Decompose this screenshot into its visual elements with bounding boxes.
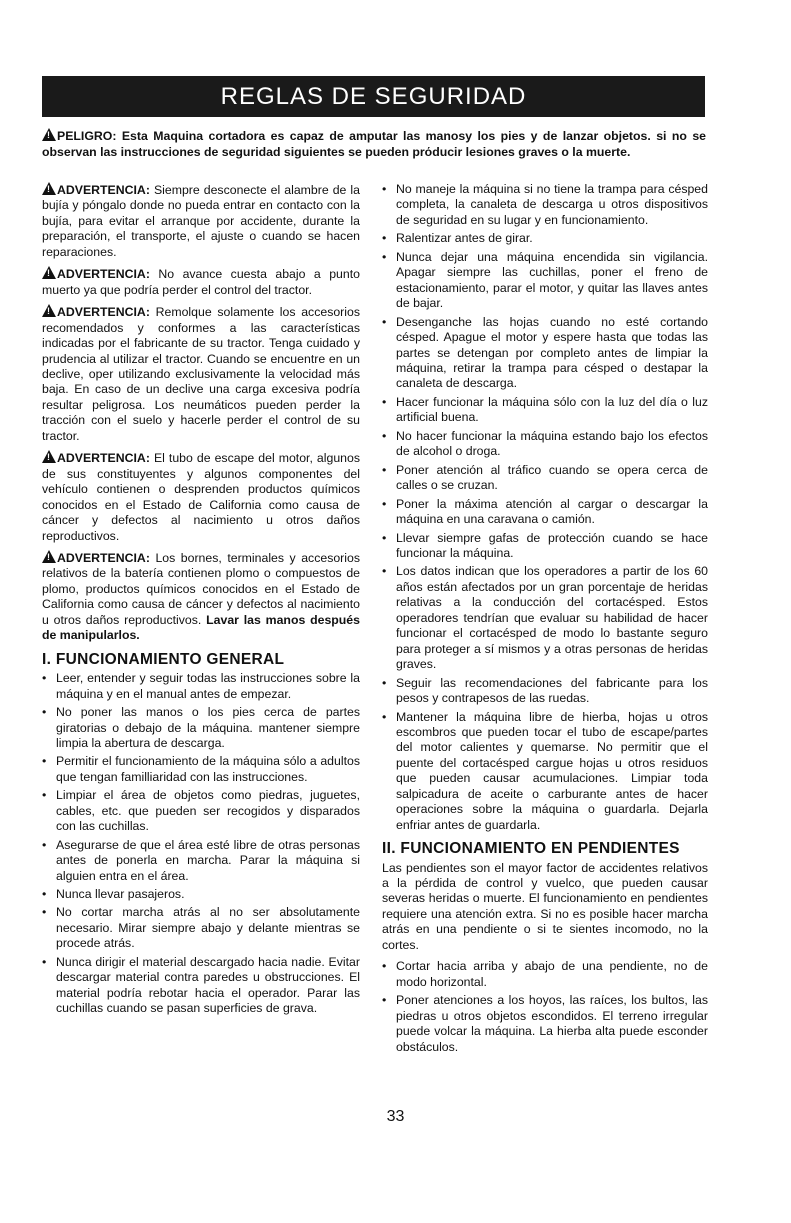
page-title: REGLAS DE SEGURIDAD <box>220 82 527 110</box>
warning-bold-note: Lavar las manos después de manipularlos. <box>42 612 360 643</box>
list-item: • Limpiar el área de objetos como piedras, juguetes, cables, etc. que pueden ser recogidos y disparados con las cuchillas. <box>42 788 360 834</box>
warning-paragraph <box>42 266 360 298</box>
list-item: • Poner atención al tráfico cuando se opera cerca de calles o se cruzan. <box>382 463 708 494</box>
warning-paragraph <box>42 304 360 444</box>
right-column <box>382 182 708 1059</box>
warning-label: ADVERTENCIA: <box>57 451 150 466</box>
warning-triangle-icon <box>42 304 56 317</box>
general-rules-list-continued <box>382 182 708 833</box>
list-item: • Seguir las recomendaciones del fabricante para los pesos y contrapesos de las ruedas. <box>382 676 708 707</box>
warning-triangle-icon <box>42 550 56 563</box>
warning-text: El tubo de escape del motor, algunos de sus constituyentes y algunos componentes del vehículo contienen o desprenden productos químicos conocidos en el Estado de California como causa de cáncer y defectos al nacimiento u otros daños reproductivos. <box>42 451 360 543</box>
warning-text: Siempre desconecte el alambre de la bujía y póngalo donde no pueda entrar en contacto con la bujía, para evitar el arranque por accidente, durante la preparación, el transporte, el ajuste o cuando se hacen reparaciones. <box>42 183 360 259</box>
section-heading-general: I. FUNCIONAMIENTO GENERAL <box>42 650 285 668</box>
list-item: • Mantener la máquina libre de hierba, hojas u otros escombros que pueden tocar el tubo de escape/partes del motor calientes y quemarse. No permitir que el puente del cortacésped cargue hojas u otros residuos que pueden causar acumulaciones. Limpiar toda salpicadura de aceite o carburante antes de hacer operaciones sobre la máquina o guardarla. Dejarla enfriar antes de guardarla. <box>382 710 708 834</box>
warning-label: ADVERTENCIA: <box>57 183 150 197</box>
warning-triangle-icon <box>42 450 56 463</box>
list-item: • Permitir el funcionamiento de la máquina sólo a adultos que tengan familliaridad con las instrucciones. <box>42 754 360 785</box>
list-item: • No cortar marcha atrás al no ser absolutamente necesario. Mirar siempre abajo y delante mientras se procede atrás. <box>42 905 360 951</box>
warning-paragraph <box>42 182 360 260</box>
general-rules-list <box>42 671 360 1017</box>
danger-label: PELIGRO: <box>57 129 117 143</box>
list-item: • Nunca dejar una máquina encendida sin vigilancia. Apagar siempre las cuchillas, poner el freno de estacionamiento, parar el motor, y quitar las llaves antes de bajar. <box>382 250 708 312</box>
list-item: • Los datos indican que los operadores a partir de los 60 años están afectados por un gran porcentaje de heridas relativas a la conducción del cortacésped. Estos operadores tendrían que evaluar su habilidad de hacer funcionar el cortacésped de modo lo bastante seguro para proteger a sí mismos y a otras personas de heridas graves. <box>382 564 708 672</box>
list-item: • Cortar hacia arriba y abajo de una pendiente, no de modo horizontal. <box>382 959 708 990</box>
slopes-rules-list <box>382 959 708 1055</box>
list-item: • Asegurarse de que el área esté libre de otras personas antes de ponerla en marcha. Parar la máquina si alguien entra en el área. <box>42 838 360 884</box>
danger-text: Esta Maquina cortadora es capaz de amputar las manosy los pies y de lanzar objetos. si no se observan las instrucciones de seguridad siguientes se pueden prόducir lesiones graves o la muerte. <box>42 129 706 159</box>
warning-label: ADVERTENCIA: <box>57 550 150 565</box>
warning-triangle-icon <box>42 182 56 195</box>
page-title-banner <box>42 76 705 117</box>
warning-triangle-icon <box>42 128 56 141</box>
page-number: 33 <box>386 1108 405 1125</box>
list-item: • Nunca dirigir el material descargado hacia nadie. Evitar descargar material contra paredes u obstrucciones. El material podría rebotar hacia el operador. Parar las cuchillas cuando se pasan superficies de grava. <box>42 955 360 1017</box>
list-item: • Poner la máxima atención al cargar o descargar la máquina en una caravana o camión. <box>382 497 708 528</box>
list-item: • Nunca llevar pasajeros. <box>42 887 360 902</box>
left-column <box>42 182 360 1021</box>
warning-label: ADVERTENCIA: <box>57 267 150 282</box>
slopes-intro: Las pendientes son el mayor factor de accidentes relativos a la pérdida de control y vuelco, que pueden causar severas heridas o muerte. El funcionamiento en pendientes requiere una atención extra. Si no es posible hacer marcha atrás en una pendiente o si te sientes incomodo, no la cortes. <box>382 860 708 952</box>
warning-text: Remolque solamente los accesorios recomendados y conformes a las características indicadas por el fabricante de su tractor. Tenga cuidado y prudencia al utilizar el tractor. Cuando se encuentre en un declive, oper utilizando exclusivamente la velocidad más baja. En caso de un declive una carga excesiva podría resultar peligrosa. Los neumáticos pueden perder la tracción con el suelo y hacerle perder el control de su tractor. <box>42 305 360 443</box>
warning-paragraph <box>42 450 360 544</box>
warning-paragraph <box>42 550 360 644</box>
list-item: • Hacer funcionar la máquina sólo con la luz del día o luz artificial buena. <box>382 395 708 426</box>
list-item: • Desenganche las hojas cuando no esté cortando césped. Apague el motor y espere hasta que todas las partes se detengan por completo antes de limpiar la máquina, retirar la trampa para césped o destapar la canaleta de descarga. <box>382 315 708 392</box>
warning-label: ADVERTENCIA: <box>57 305 150 320</box>
section-heading-slopes: II. FUNCIONAMIENTO EN PENDIENTES <box>382 840 680 858</box>
list-item: • Llevar siempre gafas de protección cuando se hace funcionar la máquina. <box>382 531 708 562</box>
list-item: • Poner atenciones a los hoyos, las raíces, los bultos, las piedras u otros objetos escondidos. El terreno irregular puede volcar la máquina. La hierba alta puede esconder obstáculos. <box>382 993 708 1055</box>
warning-triangle-icon <box>42 266 56 279</box>
list-item: • No hacer funcionar la máquina estando bajo los efectos de alcohol o droga. <box>382 429 708 460</box>
list-item: • No poner las manos o los pies cerca de partes giratorias o debajo de la máquina. mantener siempre limpia la abertura de descarga. <box>42 705 360 751</box>
list-item: • Leer, entender y seguir todas las instrucciones sobre la máquina y en el manual antes de empezar. <box>42 671 360 702</box>
list-item: • No maneje la máquina si no tiene la trampa para césped completa, la canaleta de descarga u otros dispositivos de seguridad en su lugar y en funcionamiento. <box>382 182 708 228</box>
danger-notice <box>42 128 706 160</box>
warning-text: Los bornes, terminales y accesorios relativos de la batería contienen plomo o compuestos de plomo, productos químicos conocidos en el Estado de California como causa de cáncer y defectos al nacimiento u otros daños reproductivos. <box>42 550 360 627</box>
list-item: • Ralentizar antes de girar. <box>382 231 708 246</box>
warning-text: No avance cuesta abajo a punto muerto ya que podría perder el control del tractor. <box>42 267 360 297</box>
